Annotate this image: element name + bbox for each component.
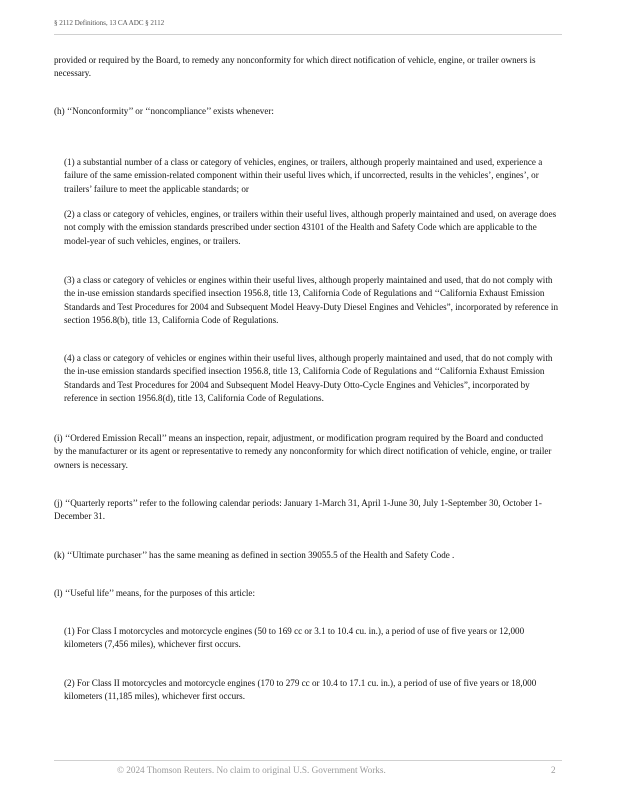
running-header: § 2112 Definitions, 13 CA ADC § 2112 [54,19,165,27]
paragraph-h-nonconformity: (h) ‘‘Nonconformity’’ or ‘‘noncompliance’’ exists whenever: [54,106,274,116]
paragraph-l-2: (2) For Class II motorcycles and motorcycle engines (170 to 279 cc or 10.4 to 17.1 cu. in.), a period of use of five years or 18,000 kilometers (11,185 miles), whichever first occurs. [64,678,537,702]
paragraph-k-ultimate-purchaser: (k) ‘‘Ultimate purchaser’’ has the same meaning as defined in section 39055.5 of the Health and Safety Code . [54,550,455,560]
paragraph-h-4: (4) a class or category of vehicles or engines within their useful lives, although properly maintained and used, that do not comply with the in-use emission standards specified insection 1956.8, title 13, California Code of Regulations and ‘‘California Exhaust Emission Standards and Test Procedures for 2004 and Subsequent Model Heavy-Duty Otto-Cycle Engines and Vehicles”, incorporated by reference in section 1956.8(d), title 13, California Code of Regulations. [64,353,553,404]
footer-copyright: © 2024 Thomson Reuters. No claim to original U.S. Government Works. [117,765,386,775]
footer-divider [54,760,562,761]
paragraph-j-quarterly-reports: (j) ‘‘Quarterly reports’’ refer to the following calendar periods: January 1-March 31, April 1-June 30, July 1-September 30, October 1-December 31. [54,498,542,522]
paragraph-continuation: provided or required by the Board, to remedy any nonconformity for which direct notification of vehicle, engine, or trailer owners is necessary. [54,55,536,79]
paragraph-l-1: (1) For Class I motorcycles and motorcycle engines (50 to 169 cc or 3.1 to 10.4 cu. in.), a period of use of five years or 12,000 kilometers (7,456 miles), whichever first occurs. [64,626,525,650]
paragraph-l-useful-life: (l) ‘‘Useful life’’ means, for the purposes of this article: [54,588,255,598]
paragraph-h-2: (2) a class or category of vehicles, engines, or trailers within their useful lives, although properly maintained and used, on average does not comply with the emission standards prescribed under section 43101 of the Health and Safety Code which are applicable to the model-year of such vehicles, engines, or trailers. [64,209,557,246]
paragraph-h-3: (3) a class or category of vehicles or engines within their useful lives, although properly maintained and used, that do not comply with the in-use emission standards specified insection 1956.8, title 13, California Code of Regulations and ‘‘California Exhaust Emission Standards and Test Procedures for 2004 and Subsequent Model Heavy-Duty Diesel Engines and Vehicles”, incorporated by reference in section 1956.8(b), title 13, California Code of Regulations. [64,275,558,326]
page-number: 2 [551,765,556,775]
paragraph-h-1: (1) a substantial number of a class or category of vehicles, engines, or trailers, although properly maintained and used, experience a failure of the same emission-related component within their useful lives which, if uncorrected, results in the vehicles’, engines’, or trailers’ failure to meet the applicable standards; or [64,157,543,194]
paragraph-i-ordered-recall: (i) ‘‘Ordered Emission Recall’’ means an inspection, repair, adjustment, or modification program required by the Board and conducted by the manufacturer or its agent or representative to remedy any nonconformity for which direct notification of vehicle, engine, or trailer owners is necessary. [54,433,552,470]
header-divider [54,34,562,35]
